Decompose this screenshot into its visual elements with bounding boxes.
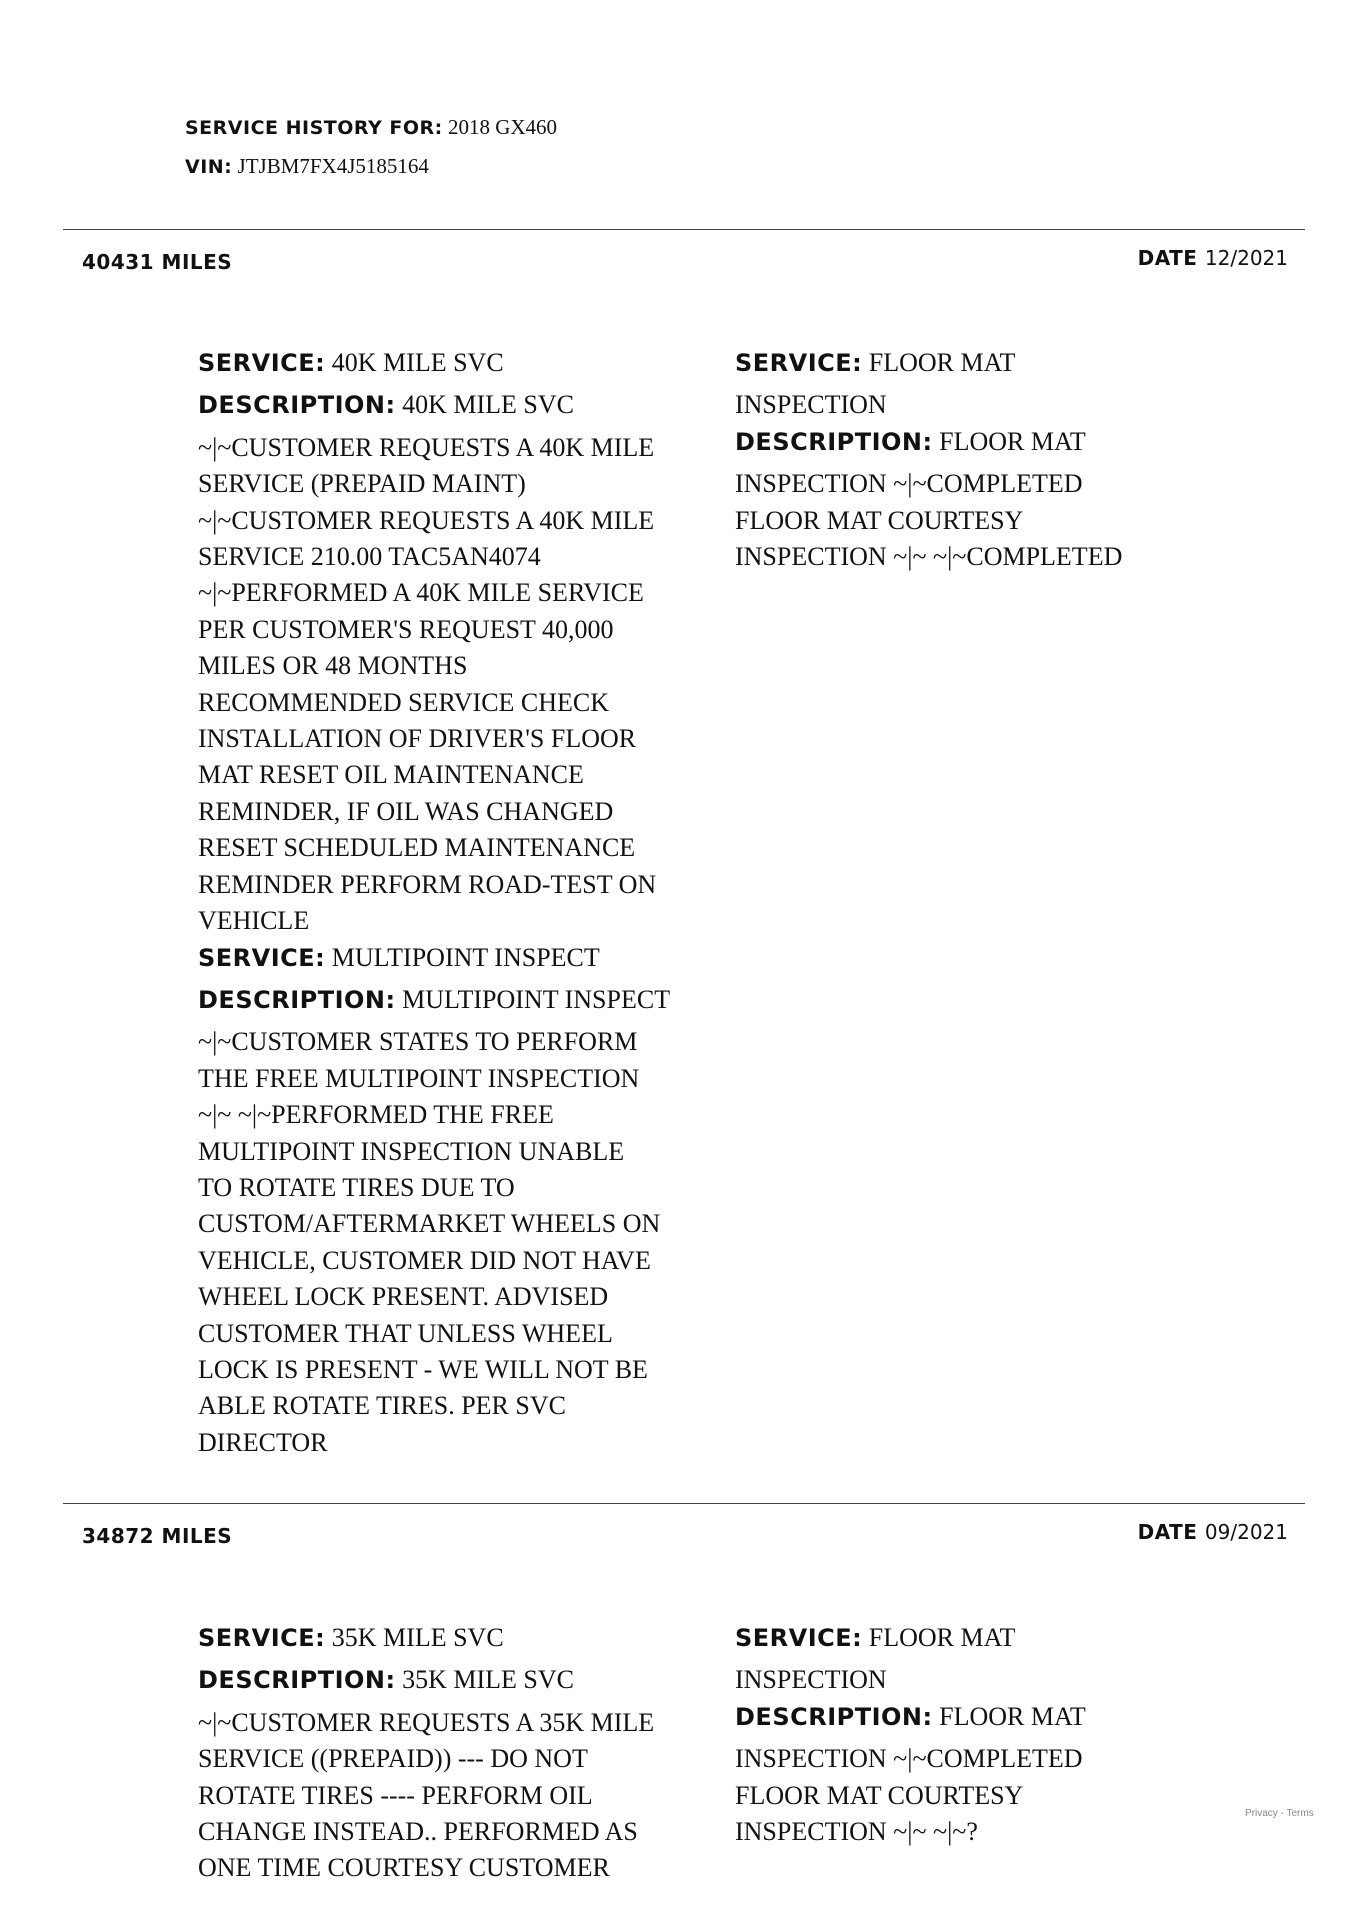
description-text-line: INSTALLATION OF DRIVER'S FLOOR	[198, 724, 637, 754]
description-value: MULTIPOINT INSPECT	[402, 984, 671, 1014]
description-label: DESCRIPTION:	[198, 985, 396, 1014]
description-text-line: THE FREE MULTIPOINT INSPECTION	[198, 1063, 640, 1093]
description-text-line: MAT RESET OIL MAINTENANCE	[198, 760, 584, 790]
description-text-line: VEHICLE	[198, 906, 310, 936]
description-label: DESCRIPTION:	[735, 1702, 933, 1731]
description-text-line: DIRECTOR	[198, 1427, 328, 1457]
description-text-line: VEHICLE, CUSTOMER DID NOT HAVE	[198, 1245, 651, 1275]
description-text-line: ONE TIME COURTESY CUSTOMER	[198, 1853, 610, 1883]
description-text-line: WHEEL LOCK PRESENT. ADVISED	[198, 1282, 609, 1312]
description-text	[735, 466, 1165, 575]
service-value: 40K MILE SVC	[331, 348, 504, 377]
description-text	[198, 430, 688, 940]
record-divider	[63, 229, 1305, 230]
service-value: FLOOR MAT	[868, 1623, 1016, 1652]
description-line	[735, 1699, 1165, 1735]
date-label: DATE	[1137, 246, 1198, 270]
service-column-right	[735, 345, 1165, 575]
description-text-line: INSPECTION ~|~ ~|~?	[735, 1817, 978, 1847]
description-text-line: CHANGE INSTEAD.. PERFORMED AS	[198, 1817, 638, 1847]
record-miles: 34872 MILES	[82, 1524, 233, 1548]
description-text-line: SERVICE ((PREPAID)) --- DO NOT	[198, 1744, 588, 1774]
description-text-line: INSPECTION ~|~ ~|~COMPLETED	[735, 542, 1123, 572]
vehicle-name: 2018 GX460	[447, 115, 558, 139]
description-text	[198, 1024, 688, 1461]
page-header	[185, 108, 557, 186]
description-label: DESCRIPTION:	[198, 1666, 396, 1695]
privacy-terms-link[interactable]: Privacy - Terms	[1245, 1808, 1314, 1819]
record-date	[1138, 246, 1288, 270]
date-value: 09/2021	[1204, 1520, 1288, 1544]
description-text-line: LOCK IS PRESENT - WE WILL NOT BE	[198, 1354, 648, 1384]
description-text-line: ~|~CUSTOMER REQUESTS A 40K MILE	[198, 505, 655, 535]
description-text-line: SERVICE 210.00 TAC5AN4074	[198, 542, 541, 572]
description-text-line: FLOOR MAT COURTESY	[735, 1780, 1024, 1810]
vin-line	[185, 147, 557, 186]
description-text-line: ~|~ ~|~PERFORMED THE FREE	[198, 1100, 554, 1130]
description-value: FLOOR MAT	[939, 426, 1086, 456]
service-value-continued: INSPECTION	[735, 390, 887, 420]
service-line	[198, 940, 688, 976]
description-line	[198, 982, 688, 1018]
service-label: SERVICE:	[735, 349, 863, 377]
description-text-line: PER CUSTOMER'S REQUEST 40,000	[198, 614, 614, 644]
description-value: FLOOR MAT	[939, 1701, 1086, 1731]
service-history-label: SERVICE HISTORY FOR:	[185, 117, 443, 139]
vin-value: JTJBM7FX4J5185164	[237, 154, 429, 178]
service-line	[198, 1620, 688, 1656]
description-text-line: ~|~CUSTOMER STATES TO PERFORM	[198, 1027, 638, 1057]
service-column-left	[198, 345, 688, 1461]
description-text	[735, 1741, 1165, 1850]
service-value: 35K MILE SVC	[331, 1623, 504, 1652]
description-value: 35K MILE SVC	[402, 1665, 575, 1695]
description-text-line: MILES OR 48 MONTHS	[198, 651, 468, 681]
description-text-line: CUSTOMER THAT UNLESS WHEEL	[198, 1318, 613, 1348]
service-label: SERVICE:	[198, 349, 326, 377]
service-value: FLOOR MAT	[868, 348, 1016, 377]
description-text-line: RESET SCHEDULED MAINTENANCE	[198, 833, 636, 863]
description-value: 40K MILE SVC	[402, 390, 575, 420]
service-value: MULTIPOINT INSPECT	[331, 942, 600, 972]
record-divider	[63, 1503, 1305, 1504]
service-column-left	[198, 1620, 688, 1887]
description-text-line: SERVICE (PREPAID MAINT)	[198, 469, 526, 499]
service-column-right	[735, 1620, 1165, 1850]
description-label: DESCRIPTION:	[198, 391, 396, 420]
description-text-line: ~|~CUSTOMER REQUESTS A 40K MILE	[198, 432, 655, 462]
description-label: DESCRIPTION:	[735, 427, 933, 456]
description-text	[198, 1705, 688, 1887]
description-text-line: ROTATE TIRES ---- PERFORM OIL	[198, 1780, 593, 1810]
service-label: SERVICE:	[198, 943, 326, 972]
description-text-line: RECOMMENDED SERVICE CHECK	[198, 687, 610, 717]
service-line	[735, 345, 1165, 381]
vehicle-line	[185, 108, 557, 147]
service-line	[735, 1620, 1165, 1656]
description-text-line: MULTIPOINT INSPECTION UNABLE	[198, 1136, 625, 1166]
vin-label: VIN:	[185, 156, 233, 178]
record-miles: 40431 MILES	[82, 250, 233, 274]
description-line	[198, 387, 688, 423]
description-text-line: TO ROTATE TIRES DUE TO	[198, 1172, 515, 1202]
description-text-line: ~|~CUSTOMER REQUESTS A 35K MILE	[198, 1707, 655, 1737]
service-line	[198, 345, 688, 381]
service-label: SERVICE:	[198, 1624, 326, 1652]
description-text-line: INSPECTION ~|~COMPLETED	[735, 469, 1083, 499]
service-label: SERVICE:	[735, 1624, 863, 1652]
description-text-line: ~|~PERFORMED A 40K MILE SERVICE	[198, 578, 644, 608]
description-text-line: CUSTOM/AFTERMARKET WHEELS ON	[198, 1209, 661, 1239]
record-date	[1138, 1520, 1288, 1544]
description-line	[735, 424, 1165, 460]
description-text-line: FLOOR MAT COURTESY	[735, 505, 1024, 535]
service-value-continued: INSPECTION	[735, 1665, 887, 1695]
description-text-line: REMINDER PERFORM ROAD-TEST ON	[198, 869, 657, 899]
date-label: DATE	[1137, 1520, 1198, 1544]
description-text-line: ABLE ROTATE TIRES. PER SVC	[198, 1391, 566, 1421]
description-text-line: REMINDER, IF OIL WAS CHANGED	[198, 796, 614, 826]
description-text-line: INSPECTION ~|~COMPLETED	[735, 1744, 1083, 1774]
date-value: 12/2021	[1204, 246, 1288, 270]
description-line	[198, 1662, 688, 1698]
